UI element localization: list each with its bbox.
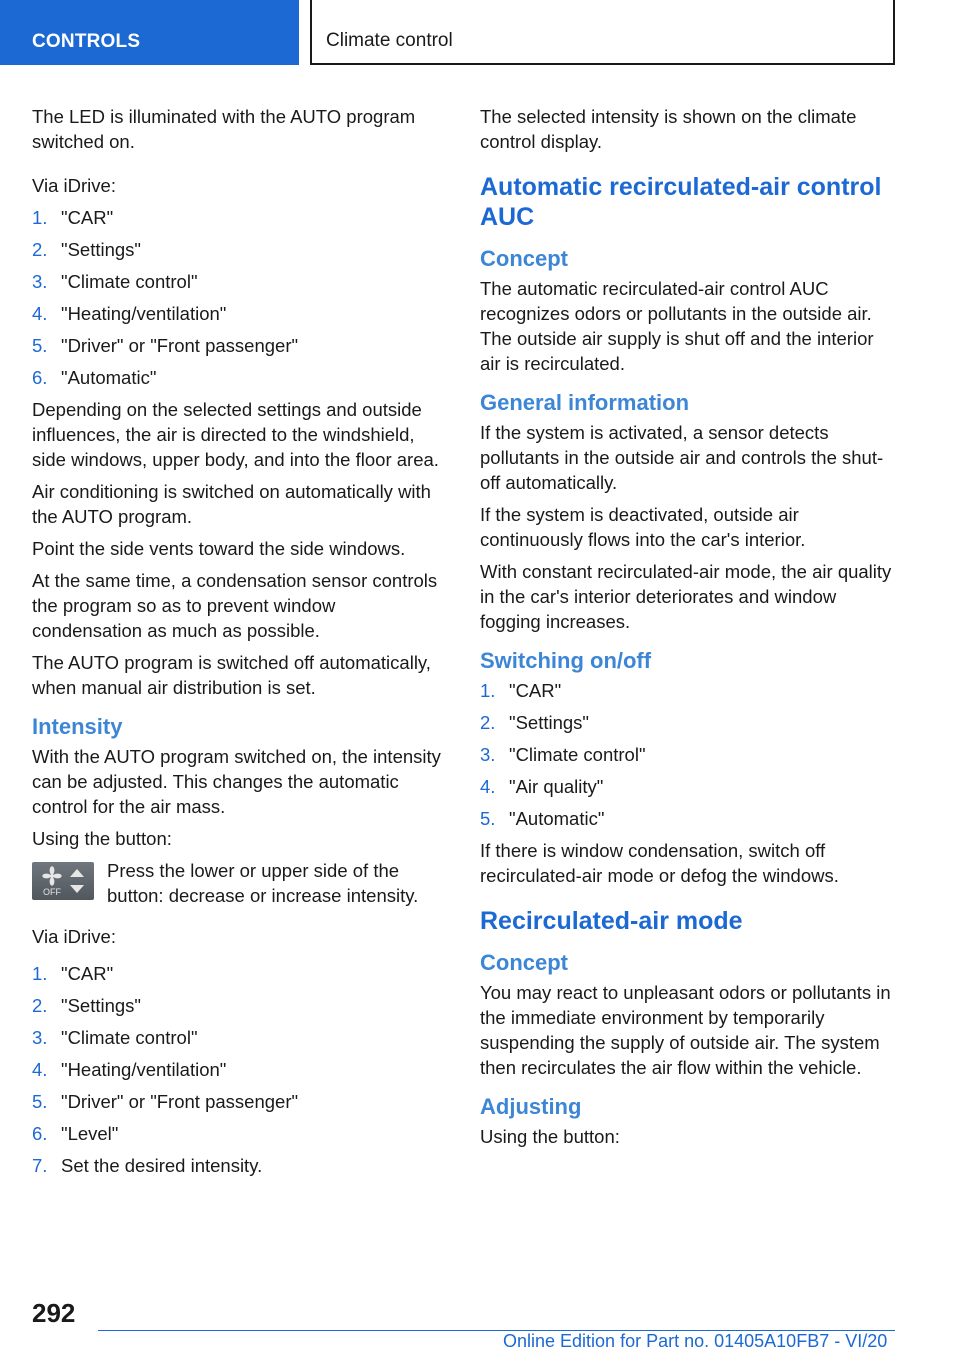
step-text: "Air quality" <box>509 776 604 797</box>
step-list <box>32 961 447 1178</box>
left-column <box>32 104 447 1185</box>
step-number: 6. <box>32 1123 48 1144</box>
list-item <box>32 301 447 326</box>
list-item <box>480 710 895 735</box>
paragraph: Point the side vents toward the side windows. <box>32 538 406 559</box>
list-item <box>480 806 895 831</box>
paragraph: You may react to unpleasant odors or pollutants in the immediate environment by temporarily suspending the supply of outside air. The system then recirculates the air flow within the vehicle. <box>480 982 891 1078</box>
step-number: 5. <box>480 808 496 829</box>
button-off-label: OFF <box>43 887 61 897</box>
list-item <box>480 742 895 767</box>
step-text: "Climate control" <box>61 1027 198 1048</box>
fan-intensity-button-image <box>32 862 94 900</box>
step-list <box>32 205 447 390</box>
step-number: 2. <box>32 239 48 260</box>
step-number: 4. <box>32 303 48 324</box>
step-number: 5. <box>32 335 48 356</box>
list-item <box>32 237 447 262</box>
list-item <box>32 205 447 230</box>
step-text: "Heating/ventilation" <box>61 1059 227 1080</box>
step-number: 1. <box>480 680 496 701</box>
chapter-title: Climate control <box>326 30 453 51</box>
step-number: 3. <box>32 1027 48 1048</box>
list-item <box>32 365 447 390</box>
step-number: 1. <box>32 963 48 984</box>
paragraph: If there is window condensation, switch off recirculated-air mode or defog the windows. <box>480 840 839 886</box>
edition-note: Online Edition for Part no. 01405A10FB7 - VI/20 <box>503 1331 888 1351</box>
paragraph: The selected intensity is shown on the climate control display. <box>480 106 857 152</box>
step-number: 4. <box>480 776 496 797</box>
step-text: "Climate control" <box>61 271 198 292</box>
step-text: "CAR" <box>509 680 562 701</box>
right-column <box>480 104 895 1156</box>
step-list <box>480 678 895 831</box>
page-number: 292 <box>32 1298 76 1328</box>
section-tab <box>0 0 299 65</box>
step-text: "Settings" <box>509 712 589 733</box>
step-text: "Driver" or "Front passenger" <box>61 1091 299 1112</box>
step-text: "CAR" <box>61 207 114 228</box>
paragraph: The AUTO program is switched off automatically, when manual air distribution is set. <box>32 652 431 698</box>
paragraph: The LED is illuminated with the AUTO program switched on. <box>32 106 416 152</box>
list-item <box>32 1025 447 1050</box>
step-number: 2. <box>480 712 496 733</box>
step-text: "Settings" <box>61 239 141 260</box>
button-figure <box>32 858 447 908</box>
list-item <box>32 961 447 986</box>
heading-intensity: Intensity <box>32 714 123 739</box>
paragraph: If the system is deactivated, outside air continuously flows into the car's interior. <box>480 504 806 550</box>
list-item <box>32 1121 447 1146</box>
paragraph: Using the button: <box>32 828 172 849</box>
list-item <box>480 774 895 799</box>
paragraph: Depending on the selected settings and outside influences, the air is directed to the windshield, side windows, upper body, and into the floor area. <box>32 399 439 470</box>
step-text: "Settings" <box>61 995 141 1016</box>
list-item <box>32 993 447 1018</box>
step-text: "Level" <box>61 1123 119 1144</box>
list-item <box>480 678 895 703</box>
list-item <box>32 1089 447 1114</box>
list-item <box>32 1153 447 1178</box>
step-text: "Climate control" <box>509 744 646 765</box>
paragraph: The automatic recirculated-air control AUC recognizes odors or pollutants in the outside air. The outside air supply is shut off and the interior air is recirculated. <box>480 278 874 374</box>
step-text: "Automatic" <box>61 367 157 388</box>
fan-icon <box>32 862 94 900</box>
heading-adjusting: Adjusting <box>480 1094 582 1119</box>
figure-caption: Press the lower or upper side of the button: decrease or increase intensity. <box>107 860 419 906</box>
list-item <box>32 269 447 294</box>
heading-switching-on-off: Switching on/off <box>480 648 652 673</box>
heading-concept: Concept <box>480 246 568 271</box>
step-text: "CAR" <box>61 963 114 984</box>
chapter-tab <box>310 0 895 65</box>
step-number: 6. <box>32 367 48 388</box>
step-text: "Driver" or "Front passenger" <box>61 335 299 356</box>
paragraph: At the same time, a condensation sensor controls the program so as to prevent window condensation as much as possible. <box>32 570 438 641</box>
step-text: Set the desired intensity. <box>61 1155 263 1176</box>
step-text: "Automatic" <box>509 808 605 829</box>
heading-concept: Concept <box>480 950 568 975</box>
step-number: 4. <box>32 1059 48 1080</box>
paragraph: With constant recirculated-air mode, the air quality in the car's interior deteriorates and window fogging increases. <box>480 561 892 632</box>
heading-general-information: General information <box>480 390 690 415</box>
step-number: 2. <box>32 995 48 1016</box>
list-item <box>32 1057 447 1082</box>
via-idrive-label: Via iDrive: <box>32 175 116 196</box>
list-item <box>32 333 447 358</box>
heading-auc: Automatic recirculated-air control AUC <box>480 173 882 231</box>
step-number: 3. <box>480 744 496 765</box>
step-number: 1. <box>32 207 48 228</box>
step-number: 3. <box>32 271 48 292</box>
step-number: 7. <box>32 1155 48 1176</box>
via-idrive-label: Via iDrive: <box>32 926 116 947</box>
section-title: CONTROLS <box>32 31 141 52</box>
step-number: 5. <box>32 1091 48 1112</box>
paragraph: With the AUTO program switched on, the intensity can be adjusted. This changes the automatic control for the air mass. <box>32 746 441 817</box>
paragraph: If the system is activated, a sensor detects pollutants in the outside air and controls the shut-off automatically. <box>480 422 884 493</box>
step-text: "Heating/ventilation" <box>61 303 227 324</box>
heading-recirculated-air-mode: Recirculated-air mode <box>480 907 743 935</box>
paragraph: Using the button: <box>480 1126 620 1147</box>
paragraph: Air conditioning is switched on automatically with the AUTO program. <box>32 481 431 527</box>
